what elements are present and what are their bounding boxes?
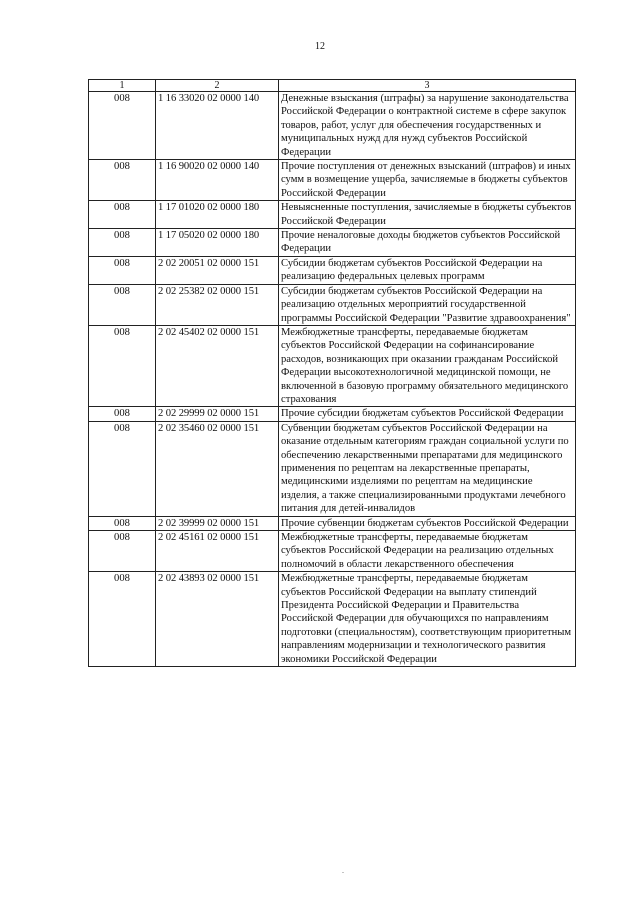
administrator-code-cell: 008 [89, 572, 156, 667]
table-row [89, 421, 576, 516]
table-row [89, 256, 576, 284]
table-row [89, 284, 576, 325]
administrator-code-cell: 008 [89, 421, 156, 516]
revenue-name-cell: Прочие неналоговые доходы бюджетов субъектов Российской Федерации [279, 229, 576, 257]
revenue-code-cell: 2 02 35460 02 0000 151 [156, 421, 279, 516]
table-body [89, 92, 576, 667]
table-row [89, 516, 576, 530]
revenue-code-cell: 2 02 45161 02 0000 151 [156, 531, 279, 572]
table-row [89, 201, 576, 229]
revenue-classification-table [88, 79, 576, 667]
revenue-name-cell: Прочие поступления от денежных взысканий (штрафов) и иных сумм в возмещение ущерба, зачисляемые в бюджеты субъектов Российской Федерации [279, 160, 576, 201]
revenue-name-cell: Субсидии бюджетам субъектов Российской Федерации на реализацию отдельных мероприятий государственной программы Российской Федерации "Развитие здравоохранения" [279, 284, 576, 325]
revenue-code-cell: 1 16 33020 02 0000 140 [156, 92, 279, 160]
revenue-name-cell: Межбюджетные трансферты, передаваемые бюджетам субъектов Российской Федерации на выплату стипендий Президента Российской Федерации и Правительства Российской Федерации для обучающихся по направлениям подготовки (специальностям), соответствующим приоритетным направлениям модернизации и технологического развития экономики Российской Федерации [279, 572, 576, 667]
revenue-code-cell: 1 17 01020 02 0000 180 [156, 201, 279, 229]
administrator-code-cell: 008 [89, 229, 156, 257]
table-row [89, 229, 576, 257]
revenue-name-cell: Прочие субсидии бюджетам субъектов Российской Федерации [279, 407, 576, 421]
column-header-3: 3 [279, 80, 576, 92]
revenue-code-cell: 2 02 25382 02 0000 151 [156, 284, 279, 325]
revenue-code-cell: 2 02 20051 02 0000 151 [156, 256, 279, 284]
page-number: 12 [315, 41, 325, 52]
administrator-code-cell: 008 [89, 516, 156, 530]
administrator-code-cell: 008 [89, 407, 156, 421]
revenue-name-cell: Межбюджетные трансферты, передаваемые бюджетам субъектов Российской Федерации на реализацию отдельных полномочий в области лекарственного обеспечения [279, 531, 576, 572]
revenue-code-cell: 1 17 05020 02 0000 180 [156, 229, 279, 257]
table-header-row [89, 80, 576, 92]
administrator-code-cell: 008 [89, 160, 156, 201]
revenue-name-cell: Субвенции бюджетам субъектов Российской Федерации на оказание отдельным категориям граждан социальной услуги по обеспечению лекарственными препаратами для медицинского применения по рецептам на лекарственные препараты, медицинскими изделиями по рецептам на медицинские изделия, а также специализированными продуктами лечебного питания для детей-инвалидов [279, 421, 576, 516]
column-header-2: 2 [156, 80, 279, 92]
table-row [89, 531, 576, 572]
column-header-1: 1 [89, 80, 156, 92]
administrator-code-cell: 008 [89, 92, 156, 160]
administrator-code-cell: 008 [89, 531, 156, 572]
table-row [89, 160, 576, 201]
table-row [89, 92, 576, 160]
revenue-code-cell: 1 16 90020 02 0000 140 [156, 160, 279, 201]
revenue-code-cell: 2 02 39999 02 0000 151 [156, 516, 279, 530]
revenue-code-cell: 2 02 29999 02 0000 151 [156, 407, 279, 421]
administrator-code-cell: 008 [89, 325, 156, 406]
revenue-name-cell: Межбюджетные трансферты, передаваемые бюджетам субъектов Российской Федерации на софинансирование расходов, возникающих при оказании гражданам Российской Федерации высокотехнологичной медицинской помощи, не включенной в базовую программу обязательного медицинского страхования [279, 325, 576, 406]
table-row [89, 407, 576, 421]
revenue-code-cell: 2 02 43893 02 0000 151 [156, 572, 279, 667]
table-row [89, 325, 576, 406]
revenue-name-cell: Субсидии бюджетам субъектов Российской Федерации на реализацию федеральных целевых программ [279, 256, 576, 284]
revenue-name-cell: Прочие субвенции бюджетам субъектов Российской Федерации [279, 516, 576, 530]
administrator-code-cell: 008 [89, 201, 156, 229]
footer-mark: . [342, 866, 344, 875]
revenue-name-cell: Невыясненные поступления, зачисляемые в бюджеты субъектов Российской Федерации [279, 201, 576, 229]
revenue-code-cell: 2 02 45402 02 0000 151 [156, 325, 279, 406]
administrator-code-cell: 008 [89, 256, 156, 284]
revenue-name-cell: Денежные взыскания (штрафы) за нарушение законодательства Российской Федерации о контрактной системе в сфере закупок товаров, работ, услуг для обеспечения государственных и муниципальных нужд для нужд субъектов Российской Федерации [279, 92, 576, 160]
administrator-code-cell: 008 [89, 284, 156, 325]
table-row [89, 572, 576, 667]
